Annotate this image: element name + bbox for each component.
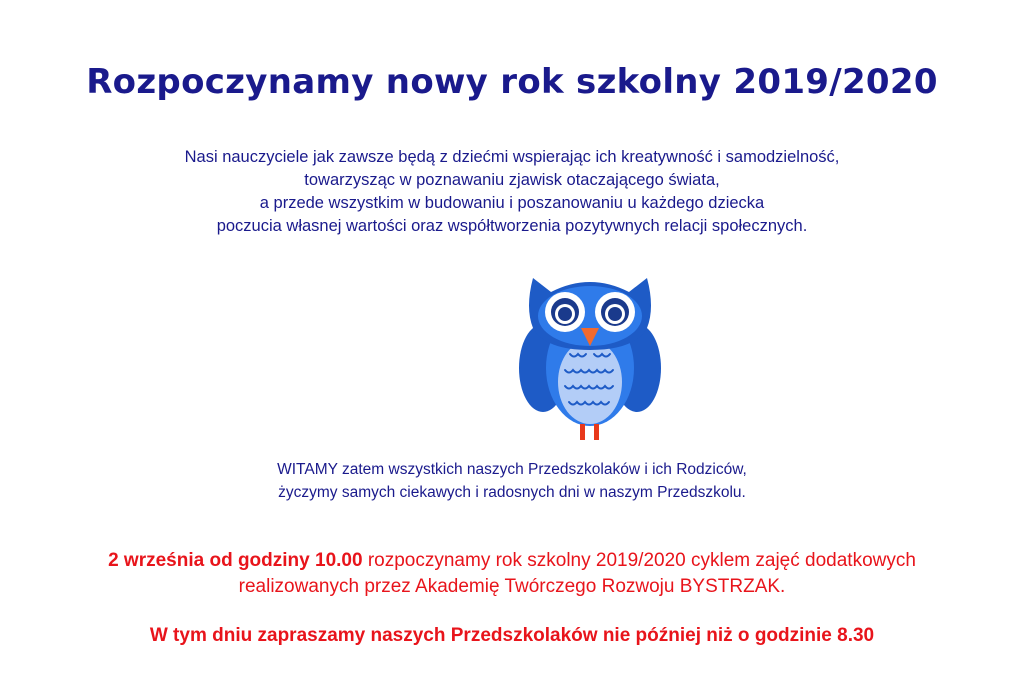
schedule-line-2: realizowanych przez Akademię Twórczego Rozwoju BYSTRZAK. (238, 576, 786, 597)
intro-line: a przede wszystkim w budowaniu i poszanowaniu u każdego dziecka (259, 194, 765, 212)
schedule-date: 2 września od godziny 10.00 (108, 550, 363, 571)
owl-illustration (515, 258, 665, 444)
intro-paragraph (0, 146, 1024, 238)
invite-notice: W tym dniu zapraszamy naszych Przedszkolaków nie później niż o godzinie 8.30 (149, 625, 875, 646)
page-title: Rozpoczynamy nowy rok szkolny 2019/2020 (86, 62, 938, 102)
schedule-text: rozpoczynamy rok szkolny 2019/2020 cyklem zajęć dodatkowych (362, 550, 916, 571)
welcome-line: życzymy samych ciekawych i radosnych dni w naszym Przedszkolu. (278, 484, 746, 501)
welcome-line: WITAMY zatem wszystkich naszych Przedszkolaków i ich Rodziców, (277, 461, 747, 478)
intro-line: towarzysząc w poznawaniu zjawisk otaczającego świata, (304, 171, 720, 189)
welcome-paragraph (0, 458, 1024, 504)
schedule-info (0, 548, 1024, 600)
owl-belly (558, 340, 622, 424)
schedule-line-1 (0, 548, 1024, 574)
intro-line: Nasi nauczyciele jak zawsze będą z dziećmi wspierając ich kreatywność i samodzielność, (184, 148, 840, 166)
owl-right-foot (594, 424, 599, 440)
owl-left-foot (580, 424, 585, 440)
intro-line: poczucia własnej wartości oraz współtworzenia pozytywnych relacji społecznych. (216, 217, 808, 235)
